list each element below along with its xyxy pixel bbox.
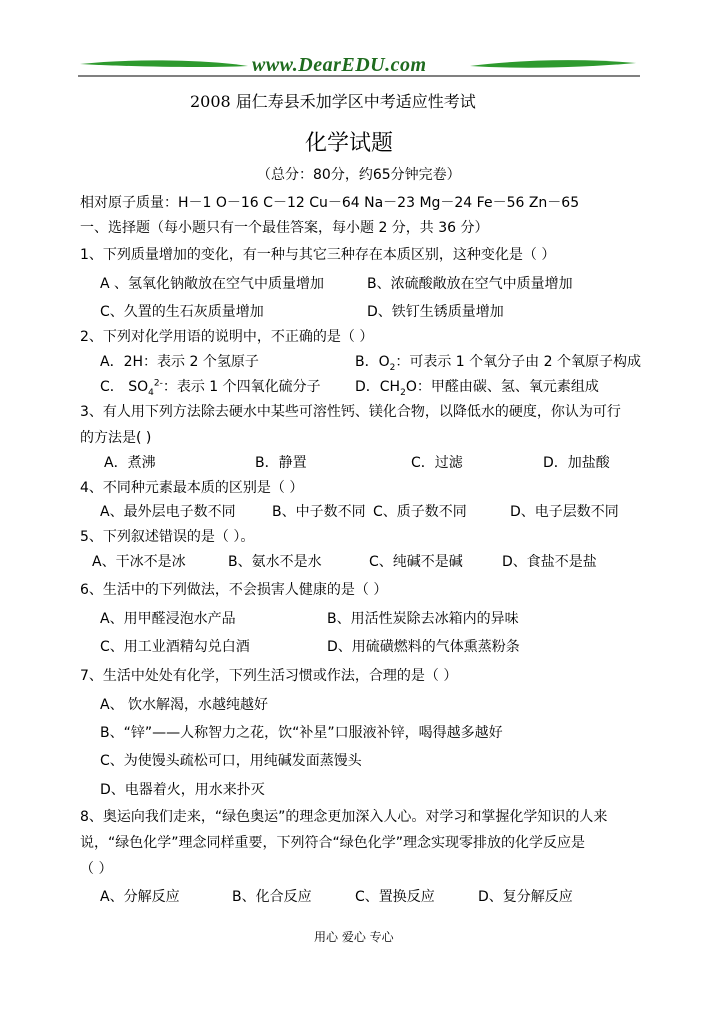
question-1-stem: 1、下列质量增加的变化，有一种与其它三种存在本质区别，这种变化是（ ） bbox=[80, 247, 556, 263]
page-footer: 用心 爱心 专心 bbox=[314, 930, 394, 944]
section1-title: 一、选择题（每小题只有一个最佳答案，每小题 2 分，共 36 分） bbox=[80, 220, 489, 236]
q3-option-d: D．加盐酸 bbox=[543, 455, 610, 471]
q6-option-b: B、用活性炭除去冰箱内的异味 bbox=[327, 611, 519, 627]
q7-option-d: D、电器着火，用水来扑灭 bbox=[100, 782, 265, 798]
q3-option-c: C．过滤 bbox=[411, 455, 463, 471]
question-4-stem: 4、不同种元素最本质的区别是（ ） bbox=[80, 480, 304, 496]
question-8-stem-line3: （ ） bbox=[80, 861, 113, 877]
q8-option-a: A、分解反应 bbox=[100, 889, 180, 905]
q7-option-b: B、“锌”——人称智力之花，饮“补星”口服液补锌，喝得越多越好 bbox=[100, 725, 503, 741]
q5-option-b: B、氨水不是水 bbox=[228, 554, 322, 570]
q1-option-d: D、铁钉生锈质量增加 bbox=[367, 304, 504, 320]
q8-option-b: B、化合反应 bbox=[232, 889, 312, 905]
question-7-stem: 7、生活中处处有化学，下列生活习惯或作法，合理的是（ ） bbox=[80, 668, 458, 684]
q2-option-d: D．$CH_2O$：甲醛由碳、氢、氧元素组成 bbox=[355, 379, 599, 398]
q6-option-c: C、用工业酒精勾兑白酒 bbox=[100, 639, 250, 655]
question-2-stem: 2、下列对化学用语的说明中，不正确的是（ ） bbox=[80, 329, 374, 345]
score-info: （总分：80分，约65分钟完卷） bbox=[257, 167, 461, 183]
q7-option-a: A、 饮水解渴，水越纯越好 bbox=[100, 697, 269, 713]
exam-title: 2008 届仁寿县禾加学区中考适应性考试 bbox=[190, 92, 476, 111]
q5-option-c: C、纯碱不是碱 bbox=[369, 554, 463, 570]
q3-option-a: A．煮沸 bbox=[104, 455, 156, 471]
site-logo-text[interactable]: www.DearEDU.com bbox=[252, 54, 427, 76]
q8-option-c: C、置换反应 bbox=[355, 889, 435, 905]
question-3-stem: 3、有人用下列方法除去硬水中某些可溶性钙、镁化合物，以降低水的硬度，你认为可行 bbox=[80, 404, 621, 420]
q1-option-a: A 、氢氧化钠敞放在空气中质量增加 bbox=[100, 276, 325, 292]
q1-option-b: B、浓硫酸敞放在空气中质量增加 bbox=[367, 276, 573, 292]
subject-title: 化学试题 bbox=[305, 131, 394, 156]
q8-option-d: D、复分解反应 bbox=[478, 889, 573, 905]
q2-option-b: B．$O_2$：可表示 1 个氧分子由 2 个氧原子构成 bbox=[355, 354, 641, 373]
q5-option-d: D、食盐不是盐 bbox=[502, 554, 597, 570]
q7-option-c: C、为使馒头疏松可口，用纯碱发面蒸馒头 bbox=[100, 753, 362, 769]
q4-option-c: C、质子数不同 bbox=[373, 504, 467, 520]
q2-option-a: A．2H：表示 2 个氢原子 bbox=[100, 354, 259, 370]
q3-option-b: B．静置 bbox=[255, 455, 307, 471]
question-8-stem-line2: 说，“绿色化学”理念同样重要，下列符合“绿色化学”理念实现零排放的化学反应是 bbox=[80, 835, 586, 851]
question-6-stem: 6、生活中的下列做法，不会损害人健康的是（ ） bbox=[80, 582, 388, 598]
question-3-stem-line2: 的方法是( ) bbox=[80, 430, 152, 446]
q6-option-d: D、用硫磺燃料的气体熏蒸粉条 bbox=[327, 639, 520, 655]
atomic-masses: 相对原子质量：H－1 O－16 C－12 Cu－64 Na－23 Mg－24 Fe－56 Zn－65 bbox=[80, 195, 580, 211]
q1-option-c: C、久置的生石灰质量增加 bbox=[100, 304, 264, 320]
question-8-stem: 8、奥运向我们走来，“绿色奥运”的理念更加深入人心。对学习和掌握化学知识的人来 bbox=[80, 809, 608, 825]
question-5-stem: 5、下列叙述错误的是（ ）。 bbox=[80, 529, 255, 545]
q2-option-c: C． $SO_4^{2-}$：表示 1 个四氧化硫分子 bbox=[100, 378, 321, 398]
q4-option-a: A、最外层电子数不同 bbox=[100, 504, 236, 520]
q4-option-b: B、中子数不同 bbox=[272, 504, 366, 520]
q5-option-a: A、干冰不是冰 bbox=[92, 554, 186, 570]
q6-option-a: A、用甲醛浸泡水产品 bbox=[100, 611, 236, 627]
q4-option-d: D、电子层数不同 bbox=[510, 504, 619, 520]
